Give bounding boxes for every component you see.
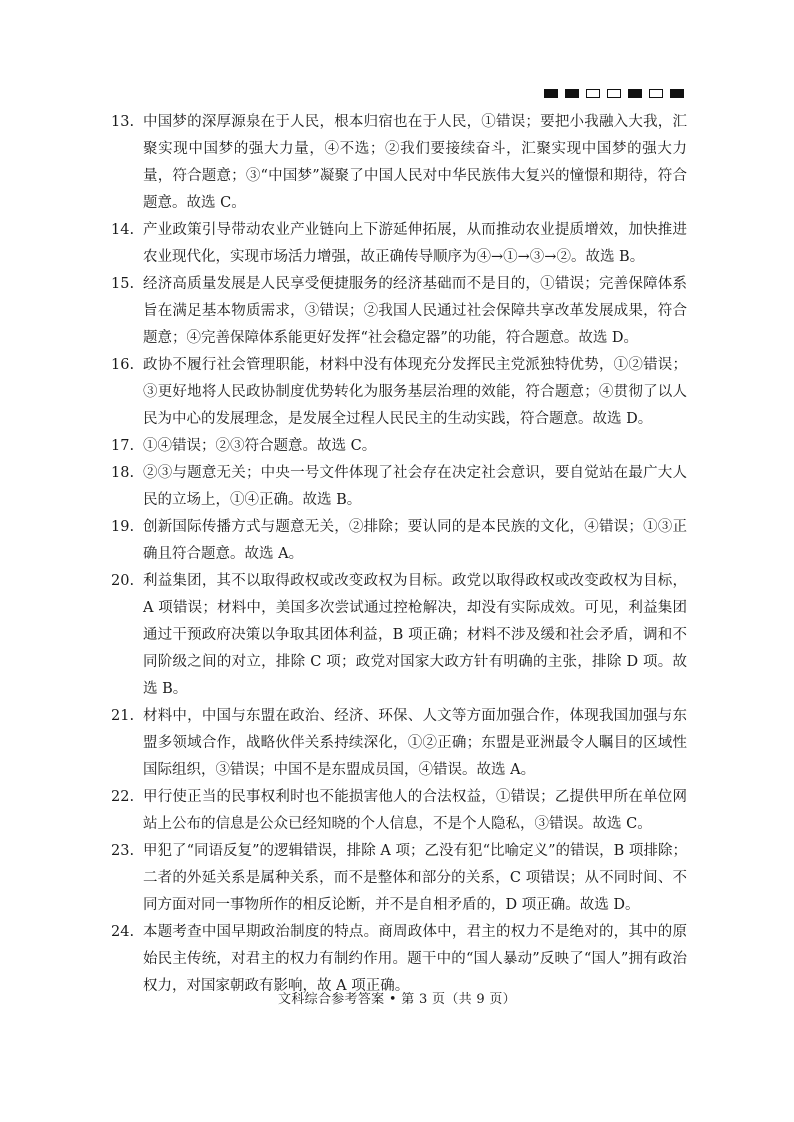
header-mark bbox=[670, 89, 684, 98]
answer-item-16 bbox=[111, 352, 687, 433]
answer-number: 24. bbox=[111, 924, 135, 940]
header-mark bbox=[649, 89, 663, 98]
answer-item-18 bbox=[111, 460, 687, 514]
answer-item-14 bbox=[111, 217, 687, 271]
answer-text: 创新国际传播方式与题意无关，②排除；要认同的是本民族的文化，④错误；①③正确且符合题意。故选 A。 bbox=[143, 519, 687, 562]
header-mark bbox=[628, 89, 642, 98]
answer-text: 本题考查中国早期政治制度的特点。商周政体中，君主的权力不是绝对的，其中的原始民主传统，对君主的权力有制约作用。题干中的“国人暴动”反映了“国人”拥有政治权力，对国家朝政有影响，故 A 项正确。 bbox=[143, 924, 687, 994]
answer-number: 22. bbox=[111, 789, 135, 805]
answer-number: 23. bbox=[111, 843, 135, 859]
answer-number: 17. bbox=[111, 438, 135, 454]
answer-text: 甲犯了“同语反复”的逻辑错误，排除 A 项；乙没有犯“比喻定义”的错误，B 项排除；二者的外延关系是属种关系，而不是整体和部分的关系，C 项错误；从不同时间、不同方面对同一事物所作的相反论断，并不是自相矛盾的，D 项正确。故选 D。 bbox=[143, 843, 687, 913]
answer-text: ②③与题意无关；中央一号文件体现了社会存在决定社会意识，要自觉站在最广大人民的立场上，①④正确。故选 B。 bbox=[143, 465, 687, 508]
answer-item-20 bbox=[111, 568, 687, 703]
answer-item-15 bbox=[111, 271, 687, 352]
answer-text: 经济高质量发展是人民享受便捷服务的经济基础而不是目的，①错误；完善保障体系旨在满足基本物质需求，③错误；②我国人民通过社会保障共享改革发展成果，符合题意；④完善保障体系能更好发挥“社会稳定器”的功能，符合题意。故选 D。 bbox=[143, 276, 687, 346]
answer-number: 21. bbox=[111, 708, 135, 724]
answer-number: 19. bbox=[111, 519, 135, 535]
header-mark bbox=[586, 89, 600, 98]
answer-text: 中国梦的深厚源泉在于人民，根本归宿也在于人民，①错误；要把小我融入大我，汇聚实现中国梦的强大力量，④不选；②我们要接续奋斗，汇聚实现中国梦的强大力量，符合题意；③“中国梦”凝聚了中国人民对中华民族伟大复兴的憧憬和期待，符合题意。故选 C。 bbox=[143, 114, 687, 211]
answer-number: 13. bbox=[111, 114, 135, 130]
answer-item-19 bbox=[111, 514, 687, 568]
answer-item-21 bbox=[111, 703, 687, 784]
answer-number: 20. bbox=[111, 573, 135, 589]
answer-text: 甲行使正当的民事权利时也不能损害他人的合法权益，①错误；乙提供甲所在单位网站上公布的信息是公众已经知晓的个人信息，不是个人隐私，③错误。故选 C。 bbox=[143, 789, 687, 832]
answer-number: 16. bbox=[111, 357, 135, 373]
answer-text: ①④错误；②③符合题意。故选 C。 bbox=[143, 438, 377, 454]
answer-number: 18. bbox=[111, 465, 135, 481]
page-footer: 文科综合参考答案 • 第 3 页（共 9 页） bbox=[278, 992, 516, 1007]
answer-item-13 bbox=[111, 109, 687, 217]
answer-text: 材料中，中国与东盟在政治、经济、环保、人文等方面加强合作，体现我国加强与东盟多领域合作，战略伙伴关系持续深化，①②正确；东盟是亚洲最令人瞩目的区域性国际组织，③错误；中国不是东盟成员国，④错误。故选 A。 bbox=[143, 708, 687, 778]
answer-item-23 bbox=[111, 838, 687, 919]
answer-text: 利益集团，其不以取得政权或改变政权为目标。政党以取得政权或改变政权为目标，A 项错误；材料中，美国多次尝试通过控枪解决，却没有实际成效。可见，利益集团通过干预政府决策以争取其团体利益，B 项正确；材料不涉及缓和社会矛盾，调和不同阶级之间的对立，排除 C 项；政党对国家大政方针有明确的主张，排除 D 项。故选 B。 bbox=[143, 573, 687, 697]
answer-text: 产业政策引导带动农业产业链向上下游延伸拓展，从而推动农业提质增效，加快推进农业现代化，实现市场活力增强，故正确传导顺序为④→①→③→②。故选 B。 bbox=[143, 222, 687, 265]
header-mark bbox=[544, 89, 558, 98]
answer-number: 15. bbox=[111, 276, 135, 292]
answer-text: 政协不履行社会管理职能，材料中没有体现充分发挥民主党派独特优势，①②错误；③更好地将人民政协制度优势转化为服务基层治理的效能，符合题意；④贯彻了以人民为中心的发展理念，是发展全过程人民民主的生动实践，符合题意。故选 D。 bbox=[143, 357, 687, 427]
header-mark bbox=[607, 89, 621, 98]
answer-list bbox=[111, 109, 687, 1000]
answer-number: 14. bbox=[111, 222, 135, 238]
answer-item-17 bbox=[111, 433, 687, 460]
header-mark bbox=[565, 89, 579, 98]
answer-item-22 bbox=[111, 784, 687, 838]
header-marks bbox=[544, 89, 684, 98]
